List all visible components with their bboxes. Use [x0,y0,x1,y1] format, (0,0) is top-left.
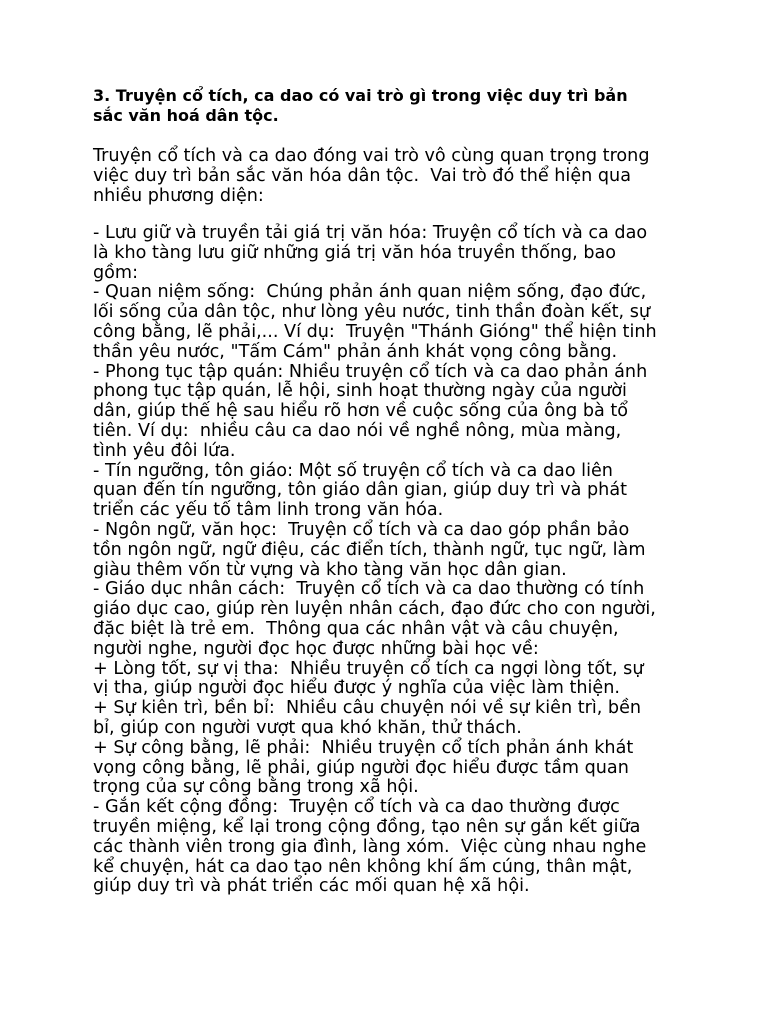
list-item-character-education [93,580,657,659]
intro-line: Truyện cổ tích và ca dao đóng vai trò vô cùng quan trọng trong [93,146,650,166]
list-item-line: truyền miệng, kể lại trong cộng đồng, tạo nên sự gắn kết giữa [93,816,641,837]
list-item-line: thần yêu nước, "Tấm Cám" phản ánh khát vọng công bằng. [93,341,618,362]
sub-item-kindness [93,660,657,700]
list-item-line: - Quan niệm sống: Chúng phản ánh quan niệm sống, đạo đức, [93,282,647,303]
sub-item-line: trọng của sự công bằng trong xã hội. [93,777,419,798]
section-heading [93,86,628,126]
list-item-line: - Ngôn ngữ, văn học: Truyện cổ tích và ca dao góp phần bảo [93,519,630,540]
list-item-customs [93,363,657,462]
list-item-line: - Phong tục tập quán: Nhiều truyện cổ tích và ca dao phản ánh [93,361,648,382]
list-item-line: kể chuyện, hát ca dao tạo nên không khí ấm cúng, thân mật, [93,856,633,877]
list-item-line: đặc biệt là trẻ em. Thông qua các nhân vật và câu chuyện, [93,618,619,639]
list-item-line: tiên. Ví dụ: nhiều câu ca dao nói về nghề nông, mùa màng, [93,420,622,441]
intro-line: việc duy trì bản sắc văn hóa dân tộc. Vai trò đó thể hiện qua [93,165,631,186]
sub-item-line: vị tha, giúp người đọc hiểu được ý nghĩa của việc làm thiện. [93,678,620,699]
intro-paragraph [93,147,650,206]
list-item-line: tình yêu đôi lứa. [93,440,236,461]
list-item-line: - Giáo dục nhân cách: Truyện cổ tích và ca dao thường có tính [93,579,645,600]
list-item-line: là kho tàng lưu giữ những giá trị văn hóa truyền thống, bao [93,242,617,263]
sub-item-line: bỉ, giúp con người vượt qua khó khăn, thử thách. [93,717,522,738]
sub-item-line: + Sự kiên trì, bền bỉ: Nhiều câu chuyện nói về sự kiên trì, bền [93,698,642,719]
intro-line: nhiều phương diện: [93,185,264,206]
list-item-line: phong tục tập quán, lễ hội, sinh hoạt thường ngày của người [93,381,627,402]
list-item-community-bonding [93,798,657,897]
list-item-beliefs [93,462,657,521]
sub-item-justice [93,739,657,798]
list-item-line: triển các yếu tố tâm linh trong văn hóa. [93,500,444,521]
heading-line: sắc văn hoá dân tộc. [93,105,279,125]
list-item-line: dân, giúp thế hệ sau hiểu rõ hơn về cuộc sống của ông bà tổ [93,401,629,422]
list-item-line: công bằng, lẽ phải,... Ví dụ: Truyện "Thánh Gióng" thể hiện tinh [93,321,657,342]
sub-item-perseverance [93,699,657,739]
role-list [93,224,657,897]
list-item-line: - Lưu giữ và truyền tải giá trị văn hóa: Truyện cổ tích và ca dao [93,223,648,243]
list-item-line: giúp duy trì và phát triển các mối quan hệ xã hội. [93,876,530,897]
list-item-line: giàu thêm vốn từ vựng và kho tàng văn học dân gian. [93,559,567,580]
list-item-preserve-culture [93,224,657,283]
list-item-line: người nghe, người đọc học được những bài học về: [93,638,539,659]
sub-item-line: + Sự công bằng, lẽ phải: Nhiều truyện cổ tích phản ánh khát [93,737,634,758]
heading-line: 3. Truyện cổ tích, ca dao có vai trò gì trong việc duy trì bản [93,86,628,105]
list-item-life-views [93,283,657,362]
list-item-language-literature [93,521,657,580]
list-item-line: giáo dục cao, giúp rèn luyện nhân cách, đạo đức cho con người, [93,599,656,620]
sub-item-line: vọng công bằng, lẽ phải, giúp người đọc hiểu được tầm quan [93,757,629,778]
sub-item-line: + Lòng tốt, sự vị tha: Nhiều truyện cổ tích ca ngợi lòng tốt, sự [93,658,644,679]
list-item-line: - Tín ngưỡng, tôn giáo: Một số truyện cổ tích và ca dao liên [93,460,613,481]
list-item-line: gồm: [93,262,138,283]
list-item-line: lối sống của dân tộc, như lòng yêu nước, tinh thần đoàn kết, sự [93,302,651,323]
list-item-line: các thành viên trong gia đình, làng xóm. Việc cùng nhau nghe [93,836,647,857]
list-item-line: quan đến tín ngưỡng, tôn giáo dân gian, giúp duy trì và phát [93,480,627,501]
list-item-line: tồn ngôn ngữ, ngữ điệu, các điển tích, thành ngữ, tục ngữ, làm [93,539,646,560]
list-item-line: - Gắn kết cộng đồng: Truyện cổ tích và ca dao thường được [93,797,620,818]
